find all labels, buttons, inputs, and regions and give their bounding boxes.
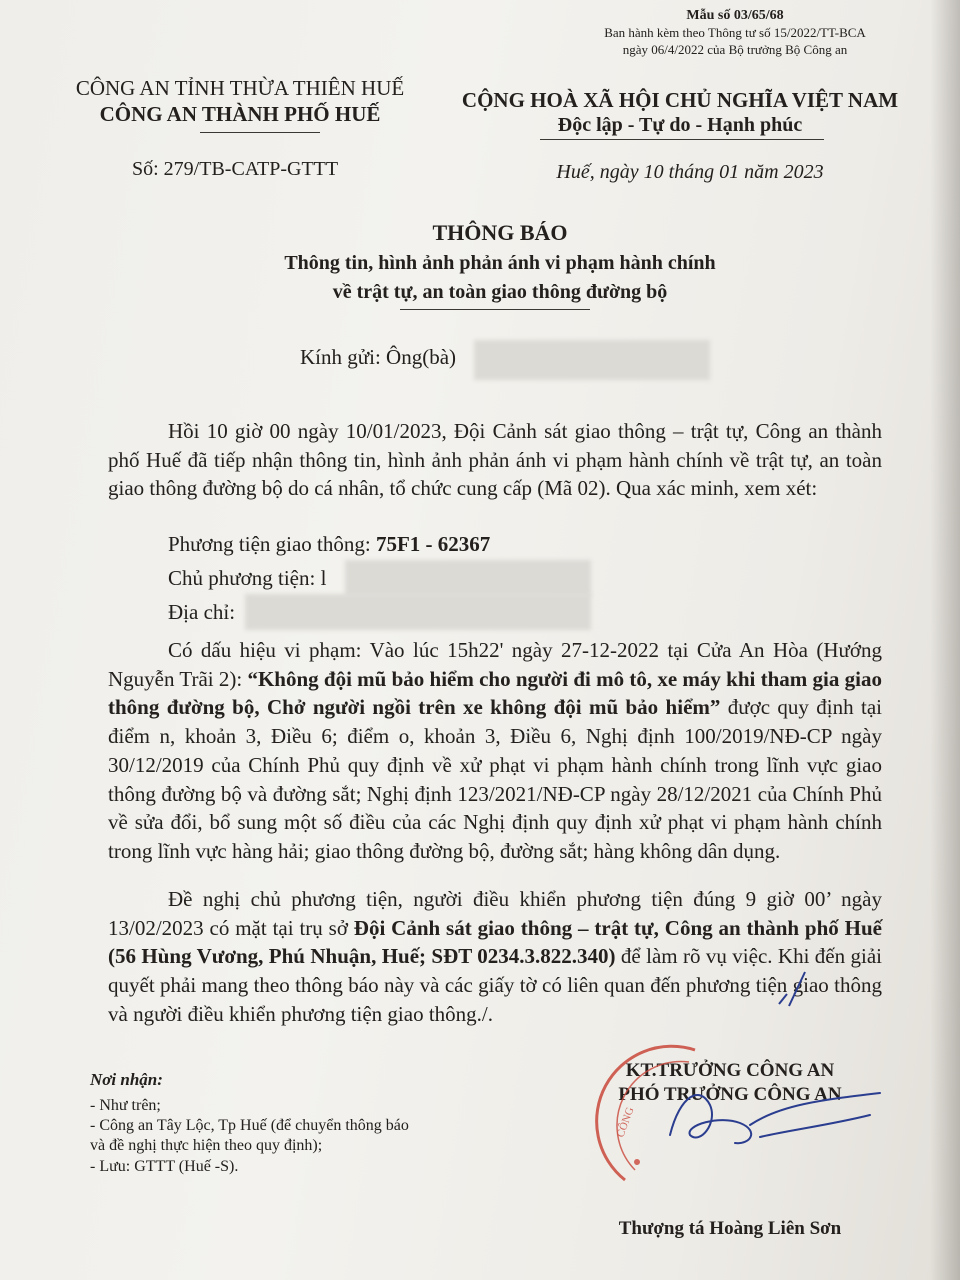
violation-paragraph: [108, 636, 882, 866]
receiver-item-2: - Công an Tây Lộc, Tp Huế (để chuyển thông báo: [90, 1117, 409, 1134]
request-paragraph: [108, 885, 882, 1029]
signature-line-2: PHÓ TRƯỞNG CÔNG AN: [618, 1084, 842, 1105]
handwritten-signature: [640, 1075, 900, 1165]
violation-description: “Không đội mũ bảo hiểm cho người đi mô tô, xe máy khi tham gia giao thông đường bộ, Chở người ngồi trên xe không đội mũ bảo hiểm”: [108, 666, 882, 720]
svg-text:CÔNG: CÔNG: [614, 1105, 637, 1140]
request-office: Đội Cảnh sát giao thông – trật tự, Công an thành phố Huế (56 Hùng Vương, Phú Nhuận, Huế; SĐT 0234.3.822.340): [108, 915, 882, 969]
vehicle-plate: 75F1 - 62367: [375, 532, 491, 556]
page-edge-shadow: [930, 0, 960, 1280]
receiver-item-2b: và đề nghị thực hiện theo quy định);: [90, 1137, 323, 1154]
owner-label: Chủ phương tiện:: [168, 566, 316, 590]
request-prefix: Đề nghị chủ phương tiện, người điều khiển phương tiện đúng 9 giờ 00’ ngày 13/02/2023 có mặt tại trụ sở: [108, 887, 882, 940]
vehicle-line: [168, 532, 490, 557]
motto-underline: [540, 139, 824, 140]
request-suffix: để làm rõ vụ việc. Khi đến giải quyết phải mang theo thông báo này và các giấy tờ có liên quan đến phương tiện giao thông và người điều khiển phương tiện giao thông./.: [108, 944, 882, 1026]
vehicle-label: Phương tiện giao thông:: [168, 532, 376, 556]
owner-partial: l: [320, 566, 327, 590]
notice-title: THÔNG BÁO: [432, 220, 568, 245]
agency-underline: [200, 132, 320, 133]
signature-line-1: KT.TRƯỞNG CÔNG AN: [625, 1060, 835, 1081]
receiver-item-1: - Như trên;: [90, 1097, 161, 1114]
recipient-label: Kính gửi: Ông(bà): [300, 345, 457, 369]
place-date: Huế, ngày 10 tháng 01 năm 2023: [556, 161, 824, 183]
address-line: [168, 600, 235, 625]
intro-paragraph: [108, 417, 882, 503]
doc-number: Số: 279/TB-CATP-GTTT: [132, 158, 339, 180]
receivers-title: Nơi nhận:: [90, 1070, 163, 1089]
owner-redacted: [345, 560, 591, 596]
nation-motto: Độc lập - Tự do - Hạnh phúc: [557, 114, 803, 136]
address-redacted: [245, 594, 591, 630]
agency-parent: CÔNG AN TỈNH THỪA THIÊN HUẾ: [75, 76, 405, 100]
address-label: Địa chỉ:: [168, 600, 236, 624]
agency-name: CÔNG AN THÀNH PHỐ HUẾ: [99, 102, 381, 126]
notice-subtitle-1: Thông tin, hình ảnh phản ánh vi phạm hành chính: [284, 252, 716, 274]
intro-text: Hồi 10 giờ 00 ngày 10/01/2023, Đội Cảnh sát giao thông – trật tự, Công an thành phố Huế đã tiếp nhận thông tin, hình ảnh phản ánh vi phạm hành chính về trật tự, an toàn giao thông đường bộ do cá nhân, tổ chức cung cấp (Mã 02). Qua xác minh, xem xét:: [108, 419, 882, 501]
form-issued-line1: Ban hành kèm theo Thông tư số 15/2022/TT-BCA: [604, 25, 866, 40]
receiver-item-3: - Lưu: GTTT (Huế -S).: [90, 1158, 239, 1175]
violation-prefix: Có dấu hiệu vi phạm: Vào lúc 15h22' ngày 27-12-2022 tại Cửa An Hòa (Hướng Nguyễn Trãi 2):: [108, 638, 882, 691]
recipient-redacted: [474, 340, 710, 380]
owner-line: [168, 566, 326, 591]
pen-check-mark: [775, 966, 815, 1012]
form-issued-line2: ngày 06/4/2022 của Bộ trưởng Bộ Công an: [622, 42, 848, 57]
signer-name: Thượng tá Hoàng Liên Sơn: [618, 1218, 842, 1239]
form-number: Mẫu số 03/65/68: [686, 8, 784, 23]
notice-subtitle-2: về trật tự, an toàn giao thông đường bộ: [332, 281, 668, 303]
nation-title: CỘNG HOÀ XÃ HỘI CHỦ NGHĨA VIỆT NAM: [461, 88, 899, 112]
subtitle-underline: [400, 309, 590, 310]
violation-legal-basis: được quy định tại điểm n, khoản 3, Điều 6; điểm o, khoản 3, Điều 6, Nghị định 100/2019/NĐ-CP ngày 30/12/2019 của Chính Phủ quy định về xử phạt vi phạm hành chính trong lĩnh vực giao thông đường bộ và đường sắt; Nghị định 123/2021/NĐ-CP ngày 28/12/2021 của Chính Phủ về sửa đổi, bổ sung một số điều của các Nghị định quy định xử phạt vi phạm hành chính trong lĩnh vực hàng hải; giao thông đường bộ, đường sắt; hàng không dân dụng.: [108, 695, 882, 863]
